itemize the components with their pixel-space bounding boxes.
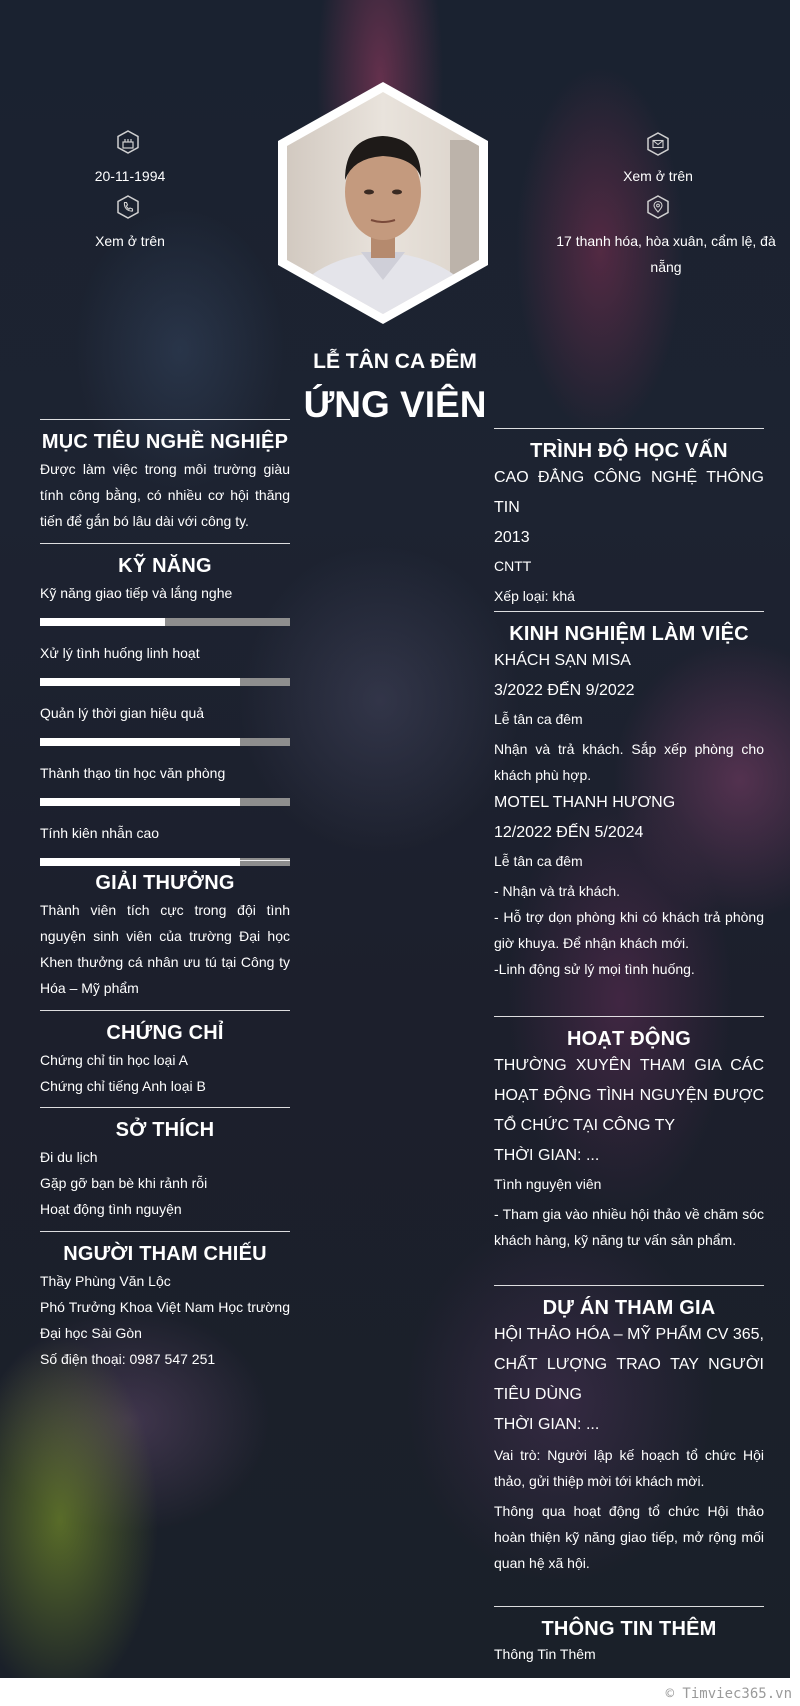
skill-item [40, 700, 290, 746]
certificates-title: CHỨNG CHỈ [106, 1022, 224, 1044]
career-goal-section [40, 419, 290, 534]
career-goal-title: MỤC TIÊU NGHỀ NGHIỆP [41, 431, 289, 453]
project-time: THỜI GIAN: ... [494, 1416, 600, 1433]
watermark: © Timviec365.vn [665, 1686, 792, 1702]
skill-name: Xử lý tình huống linh hoạt [40, 645, 200, 661]
skill-bar-fill [40, 798, 240, 806]
activity-name: THƯỜNG XUYÊN THAM GIA CÁC HOẠT ĐỘNG TÌNH NGUYỆN ĐƯỢC TỔ CHỨC TẠI CÔNG TY [494, 1057, 764, 1134]
skill-item [40, 580, 290, 626]
education-grade: Xếp loại: khá [494, 588, 575, 604]
activities-title: HOẠT ĐỘNG [566, 1028, 692, 1050]
certificates-section [40, 1010, 290, 1099]
job-period: 3/2022 ĐẾN 9/2022 [494, 682, 635, 699]
address-text: 17 thanh hóa, hòa xuân, cẩm lệ, đà nẵng [556, 233, 776, 275]
hobby-item: Đi du lịch [40, 1149, 98, 1165]
awards-text: Thành viên tích cực trong đội tình nguyện sinh viên của trường Đại học Khen thưởng cá nhân ưu tú tại Công ty Hóa – Mỹ phẩm [40, 902, 290, 996]
phone-text: Xem ở trên [95, 233, 165, 249]
location-pin-icon [646, 195, 670, 219]
job-company: MOTEL THANH HƯƠNG [494, 794, 676, 811]
job-detail: Nhận và trả khách. Sắp xếp phòng cho khách phù hợp. [494, 741, 764, 783]
activity-role: Tình nguyện viên [494, 1176, 602, 1192]
skills-section [40, 543, 290, 880]
hobby-item: Gặp gỡ bạn bè khi rảnh rỗi [40, 1175, 208, 1191]
job-detail: -Linh động sử lý mọi tình huống. [494, 961, 695, 977]
skill-name: Quản lý thời gian hiệu quả [40, 705, 205, 721]
projects-title: DỰ ÁN THAM GIA [542, 1297, 716, 1319]
job-detail: - Nhận và trả khách. [494, 883, 621, 899]
skill-bar-fill [40, 678, 240, 686]
hobbies-title: SỞ THÍCH [115, 1119, 215, 1141]
skill-bar-fill [40, 738, 240, 746]
education-section [494, 428, 764, 609]
project-detail: Thông qua hoạt động tổ chức Hội thảo hoàn thiện kỹ năng giao tiếp, mở rộng mối quan hệ xã hội. [494, 1503, 764, 1571]
project-name: HỘI THẢO HÓA – MỸ PHẨM CV 365, CHẤT LƯỢNG TRAO TAY NGƯỜI TIÊU DÙNG [494, 1326, 764, 1403]
extra-text: Thông Tin Thêm [494, 1646, 596, 1662]
education-major: CNTT [494, 558, 532, 574]
envelope-icon [646, 132, 670, 156]
skill-name: Kỹ năng giao tiếp và lắng nghe [40, 585, 233, 601]
role-title: ỨNG VIÊN [303, 384, 487, 425]
hobby-item: Hoạt động tình nguyện [40, 1201, 182, 1217]
avatar [275, 80, 491, 326]
skill-item [40, 640, 290, 686]
certificate-item: Chứng chỉ tin học loại A [40, 1052, 188, 1068]
cake-icon [116, 130, 140, 154]
skill-bar [40, 618, 290, 626]
references-section [40, 1231, 290, 1372]
reference-phone: Số điện thoại: 0987 547 251 [40, 1351, 216, 1367]
skill-bar [40, 798, 290, 806]
experience-section [494, 611, 764, 982]
reference-name: Thầy Phùng Văn Lộc [40, 1273, 171, 1289]
skill-bar [40, 738, 290, 746]
hobbies-section [40, 1107, 290, 1222]
activities-section [494, 1016, 764, 1253]
reference-position: Phó Trưởng Khoa Việt Nam Học trường Đại học Sài Gòn [40, 1299, 290, 1341]
project-role: Vai trò: Người lập kế hoạch tổ chức Hội thảo, gửi thiệp mời tới khách mời. [494, 1447, 764, 1489]
job-title: LỄ TÂN CA ĐÊM [313, 350, 477, 373]
projects-section [494, 1285, 764, 1576]
phone-icon [116, 195, 140, 219]
activity-time: THỜI GIAN: ... [494, 1147, 600, 1164]
skill-bar-fill [40, 618, 165, 626]
job-detail: - Hỗ trợ dọn phòng khi có khách trả phòng giờ khuya. Để nhận khách mới. [494, 909, 764, 951]
extra-title: THÔNG TIN THÊM [541, 1618, 717, 1640]
activity-detail: - Tham gia vào nhiều hội thảo về chăm sóc khách hàng, kỹ năng tư vấn sản phẩm. [494, 1206, 764, 1248]
education-school: CAO ĐẲNG CÔNG NGHỆ THÔNG TIN [494, 469, 764, 516]
education-title: TRÌNH ĐỘ HỌC VẤN [530, 440, 728, 462]
skill-item [40, 760, 290, 806]
job-company: KHÁCH SẠN MISA [494, 652, 631, 669]
extra-section [494, 1606, 764, 1667]
career-goal-text: Được làm việc trong môi trường giàu tính công bằng, có nhiều cơ hội thăng tiến để gắn bó lâu dài với công ty. [40, 461, 290, 529]
skill-name: Thành thạo tin học văn phòng [40, 765, 226, 781]
certificate-item: Chứng chỉ tiếng Anh loại B [40, 1078, 206, 1094]
job-period: 12/2022 ĐẾN 5/2024 [494, 824, 644, 841]
awards-section [40, 860, 290, 1001]
references-title: NGƯỜI THAM CHIẾU [63, 1243, 267, 1265]
skill-name: Tính kiên nhẫn cao [40, 825, 160, 841]
experience-title: KINH NGHIỆM LÀM VIỆC [509, 623, 749, 645]
education-year: 2013 [494, 529, 530, 546]
job-position: Lễ tân ca đêm [494, 853, 583, 869]
job-position: Lễ tân ca đêm [494, 711, 583, 727]
awards-title: GIẢI THƯỞNG [95, 872, 235, 894]
birthday-text: 20-11-1994 [94, 168, 166, 184]
email-text: Xem ở trên [623, 168, 693, 184]
skills-list [40, 580, 290, 866]
skills-title: KỸ NĂNG [118, 555, 212, 577]
skill-bar [40, 678, 290, 686]
